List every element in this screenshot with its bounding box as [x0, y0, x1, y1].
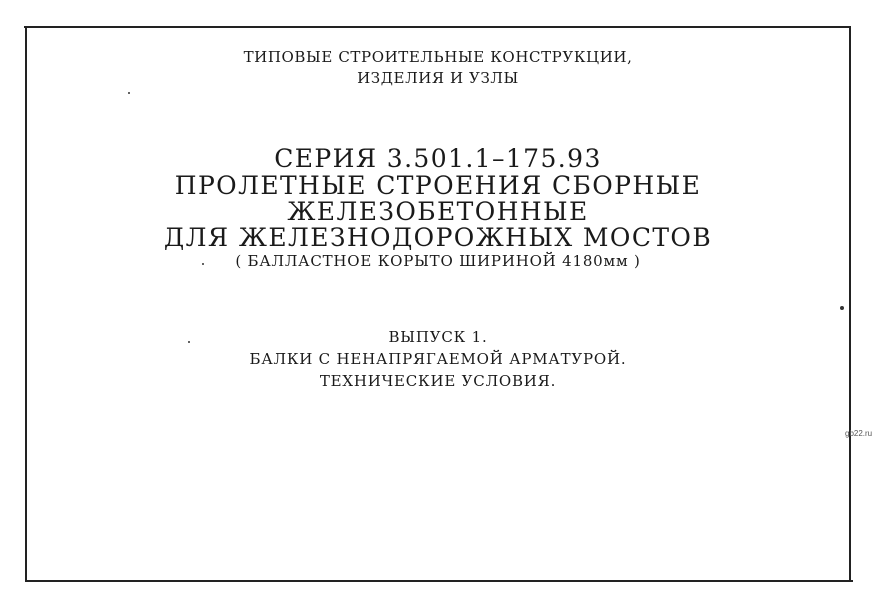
- scan-speck: [840, 306, 844, 310]
- title-line-2: ЖЕЛЕЗОБЕТОННЫЕ: [287, 197, 589, 226]
- issue-line-1: БАЛКИ С НЕНАПРЯГАЕМОЙ АРМАТУРОЙ.: [249, 350, 627, 368]
- title-line-3: ДЛЯ ЖЕЛЕЗНОДОРОЖНЫХ МОСТОВ: [163, 223, 713, 252]
- scan-speck: [188, 341, 190, 343]
- series-title: СЕРИЯ 3.501.1–175.93: [274, 144, 602, 173]
- frame-right-border: [849, 26, 851, 582]
- issue-number: ВЫПУСК 1.: [388, 328, 488, 346]
- frame-bottom-border: [27, 580, 853, 582]
- title-line-1: ПРОЛЕТНЫЕ СТРОЕНИЯ СБОРНЫЕ: [174, 171, 702, 200]
- scan-speck: [128, 92, 130, 94]
- header-line-2: ИЗДЕЛИЯ И УЗЛЫ: [357, 69, 519, 87]
- frame-left-border: [25, 26, 27, 582]
- scan-speck: [202, 263, 204, 265]
- title-subtitle: ( БАЛЛАСТНОЕ КОРЫТО ШИРИНОЙ 4180мм ): [235, 252, 641, 270]
- header-line-1: ТИПОВЫЕ СТРОИТЕЛЬНЫЕ КОНСТРУКЦИИ,: [243, 48, 633, 66]
- watermark-text: gb22.ru: [845, 429, 873, 438]
- frame-top-border: [24, 26, 850, 28]
- issue-line-2: ТЕХНИЧЕСКИЕ УСЛОВИЯ.: [319, 372, 557, 390]
